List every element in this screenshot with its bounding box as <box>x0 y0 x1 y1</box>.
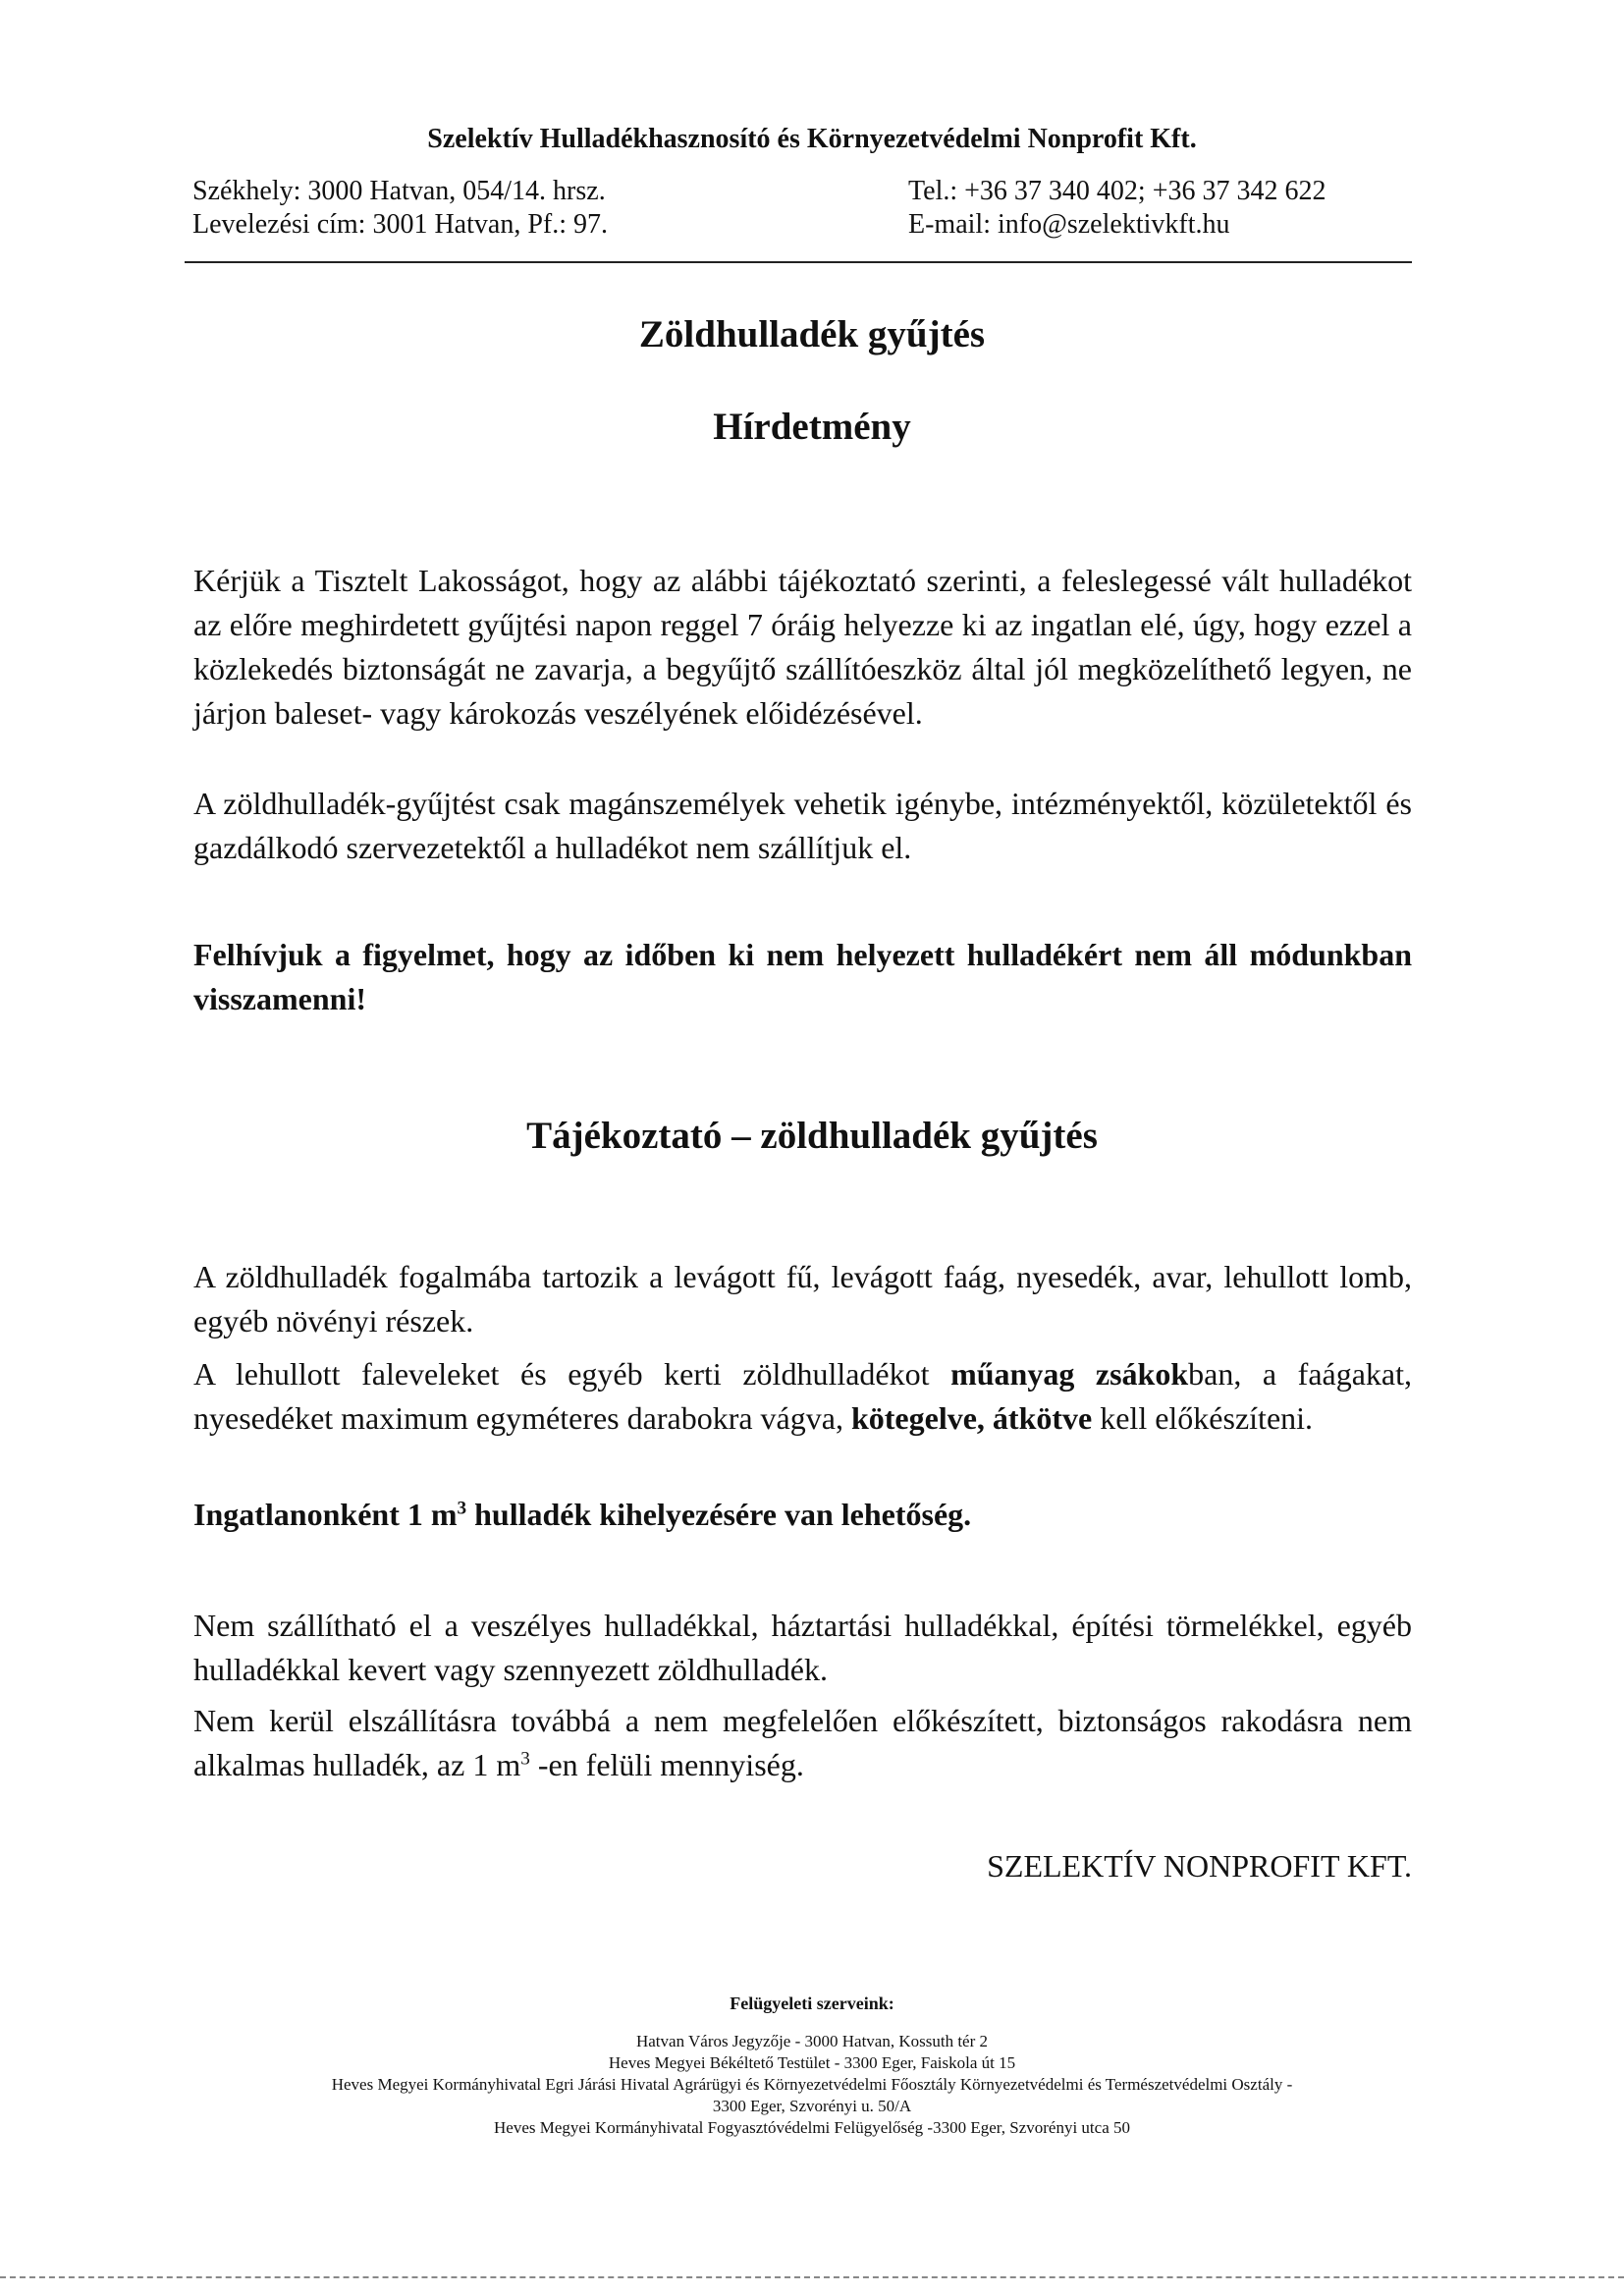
info-volume-limit <box>193 1493 1412 1537</box>
sub-title: Hírdetmény <box>713 406 911 448</box>
notice-paragraph-2: A zöldhulladék-gyűjtést csak magánszemélyek vehetik igénybe, intézményektől, közületektől és gazdálkodó szervezetektől a hulladékot nem szállítjuk el. <box>193 786 1412 865</box>
info-p2-bold-bags: műanyag zsákok <box>950 1356 1189 1392</box>
info-p5-text-b: -en felüli mennyiség. <box>529 1747 804 1782</box>
footer-line: Heves Megyei Békéltető Testület - 3300 Eger, Faiskola út 15 <box>608 2053 1016 2072</box>
company-name: Szelektív Hulladékhasznosító és Környezetvédelmi Nonprofit Kft. <box>427 124 1197 154</box>
email-address: E-mail: info@szelektivkft.hu <box>908 209 1230 240</box>
footer-line: 3300 Eger, Szvorényi u. 50/A <box>712 2097 912 2115</box>
main-title: Zöldhulladék gyűjtés <box>638 313 986 355</box>
info-p2-bold-bundled: kötegelve, átkötve <box>850 1400 1093 1436</box>
footer-line: Heves Megyei Kormányhivatal Fogyasztóvédelmi Felügyelőség -3300 Eger, Szvorényi utca 50 <box>494 2118 1130 2137</box>
footer-line: Heves Megyei Kormányhivatal Egri Járási Hivatal Agrárügyi és Környezetvédelmi Főosztály Környezetvédelmi és Természetvédelmi Osztály - <box>331 2075 1293 2094</box>
info-paragraph-4: Nem szállítható el a veszélyes hulladékkal, háztartási hulladékkal, építési törmelékkel, egyéb hulladékkal kevert vagy szennyezett zöldhulladék. <box>193 1608 1412 1687</box>
seat-address: Székhely: 3000 Hatvan, 054/14. hrsz. <box>192 176 606 206</box>
header-divider <box>185 261 1412 263</box>
postal-address: Levelezési cím: 3001 Hatvan, Pf.: 97. <box>192 209 608 240</box>
header-address-block <box>192 175 608 242</box>
info-paragraph-2 <box>193 1352 1412 1441</box>
signature: SZELEKTÍV NONPROFIT KFT. <box>987 1848 1412 1884</box>
info-p5-superscript: 3 <box>520 1748 530 1770</box>
info-p2-text-a: A lehullott faleveleket és egyéb kerti zöldhulladékot <box>193 1356 951 1392</box>
info-title: Tájékoztató – zöldhulladék gyűjtés <box>526 1115 1098 1157</box>
scan-artifact-line <box>0 2276 1624 2278</box>
notice-paragraph-1: Kérjük a Tisztelt Lakosságot, hogy az alábbi tájékoztató szerinti, a feleslegessé vált hulladékot az előre meghirdetett gyűjtési napon reggel 7 óráig helyezze ki az ingatlan elé, úgy, hogy ezzel a közlekedés biztonságát ne zavarja, a begyűjtő szállítóeszköz által jól megközelíthető legyen, ne járjon baleset- vagy károkozás veszélyének előidézésével. <box>193 563 1412 731</box>
info-p3-text-b: hulladék kihelyezésére van lehetőség. <box>466 1497 972 1532</box>
footer-line: Hatvan Város Jegyzője - 3000 Hatvan, Kossuth tér 2 <box>635 2032 989 2050</box>
phone-numbers: Tel.: +36 37 340 402; +36 37 342 622 <box>908 176 1326 206</box>
header-contact-block <box>908 175 1326 242</box>
info-p3-superscript: 3 <box>457 1498 467 1519</box>
info-p2-text-c: ban, a faágakat, nyesedéket maximum egyméteres darabokra vágva, <box>193 1356 1413 1436</box>
footer-authorities <box>196 2031 1428 2139</box>
info-paragraph-1: A zöldhulladék fogalmába tartozik a levágott fű, levágott faág, nyesedék, avar, lehullott lomb, egyéb növényi részek. <box>193 1259 1412 1339</box>
info-p5-text-a: Nem kerül elszállításra továbbá a nem megfelelően előkészített, biztonságos rakodásra nem alkalmas hulladék, az 1 m <box>193 1703 1412 1782</box>
info-p2-text-e: kell előkészíteni. <box>1092 1400 1314 1436</box>
info-paragraph-5 <box>193 1699 1412 1787</box>
footer-heading: Felügyeleti szerveink: <box>730 1994 894 2013</box>
info-p3-text-a: Ingatlanonként 1 m <box>193 1497 458 1532</box>
notice-warning: Felhívjuk a figyelmet, hogy az időben ki nem helyezett hulladékért nem áll módunkban visszamenni! <box>193 937 1412 1016</box>
